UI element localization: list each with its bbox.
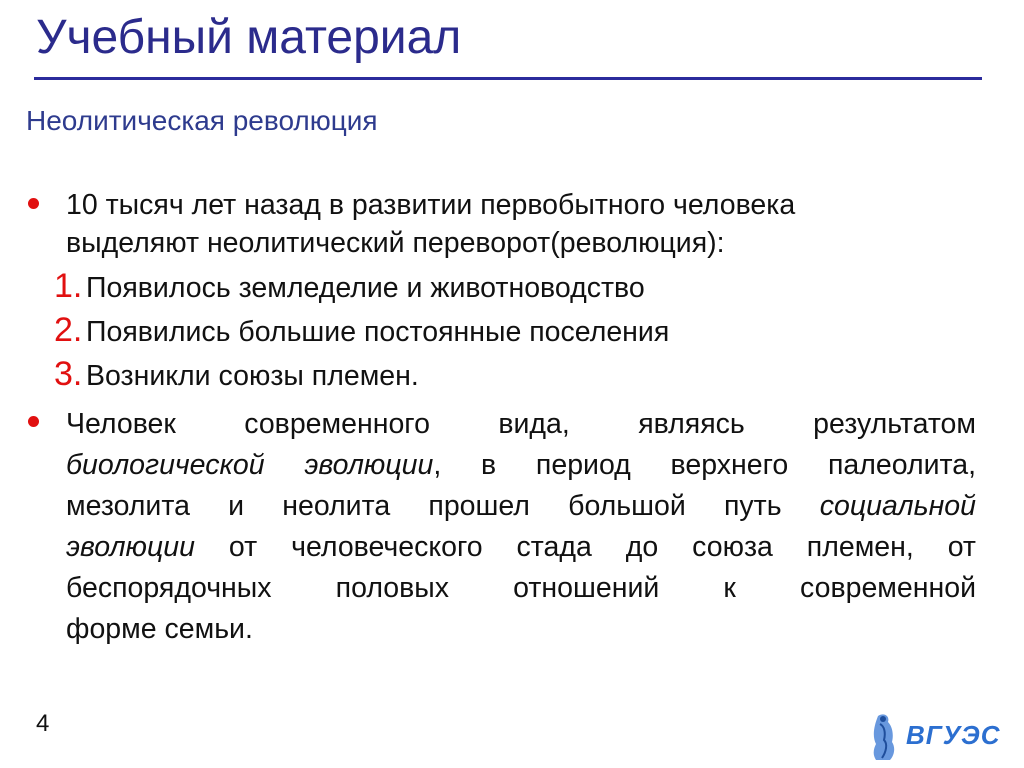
number-marker: 3. [54,355,83,393]
numbered-list [24,266,976,398]
numbered-item-text: Появилось земледелие и животноводство [86,272,645,304]
italic-term: эволюции [66,531,195,563]
page-number: 4 [36,710,50,737]
slide-title: Учебный материал [36,11,462,64]
slide-subtitle: Неолитическая революция [26,105,378,136]
slide-content [24,186,976,650]
university-logo [864,712,1001,762]
bullet-dot-icon [28,198,39,209]
number-marker: 1. [54,267,83,305]
bullet-dot-icon [28,416,39,427]
bullet-text [66,186,976,262]
bullet-line-rest: , в период верхнего палеолита, [433,449,976,481]
italic-term: биологической эволюции [66,449,434,481]
numbered-item [24,310,976,354]
logo-text: ВГУЭС [906,720,1001,750]
number-marker: 2. [54,311,83,349]
bullet-line: выделяют неолитический переворот(революция): [66,227,725,259]
bullet-line [66,445,976,486]
bullet-line: Человек современного вида, являясь результатом [66,408,976,440]
bullet-line [66,486,976,527]
numbered-item [24,266,976,310]
bullet-line [66,527,976,568]
bullet-line-rest: от человеческого стада до союза племен, от [195,531,976,563]
bullet-text [66,404,976,650]
numbered-item [24,354,976,398]
italic-term: социальной [819,490,976,522]
numbered-item-text: Возникли союзы племен. [86,360,419,392]
numbered-item-text: Появились большие постоянные поселения [86,316,670,348]
bullet-line: 10 тысяч лет назад в развитии первобытного человека [66,189,796,221]
statue-emblem-icon [864,712,904,762]
bullet-line: беспорядочных половых отношений к современной [66,572,976,604]
bullet-line-start: мезолита и неолита прошел большой путь [66,490,782,522]
bullet-item [24,404,976,650]
bullet-item [24,186,976,262]
bullet-line: форме семьи. [66,613,253,645]
title-divider [34,77,982,80]
